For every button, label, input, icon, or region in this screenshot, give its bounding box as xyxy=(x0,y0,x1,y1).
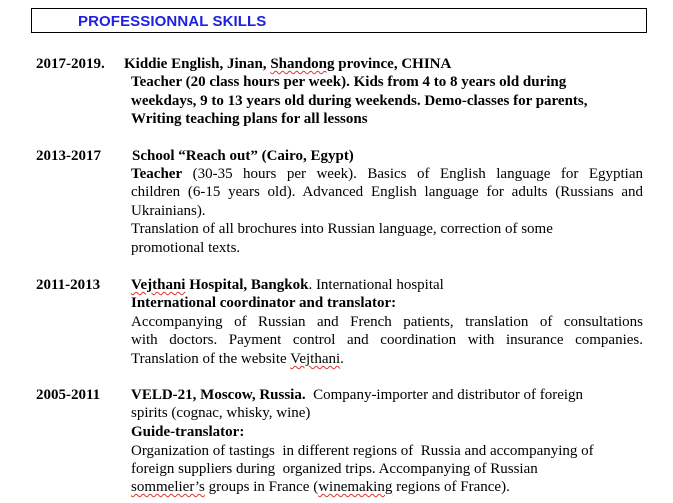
entry-2-line-4: promotional texts. xyxy=(131,240,241,256)
entry-4-line-4: sommelier’s groups in France (winemaking regions of France). xyxy=(131,479,510,495)
entry-3-role: International coordinator and translator: xyxy=(131,295,397,311)
entry-1-years: 2017-2019. xyxy=(36,56,105,72)
entry-4-role: Guide-translator: xyxy=(131,424,245,440)
entry-2-employer: School “Reach out” (Cairo, Egypt) xyxy=(132,148,354,164)
section-title: PROFESSIONNAL SKILLS xyxy=(78,13,267,30)
entry-2-line-3: Translation of all brochures into Russian language, correction of some xyxy=(131,221,553,237)
entry-3-line-2: with doctors. Payment control and coordination with insurance companies. xyxy=(131,332,643,348)
entry-3-line-1: Accompanying of Russian and French patients, translation of consultations xyxy=(131,314,643,330)
entry-4-line-3: foreign suppliers during organized trips. Accompanying of Russian xyxy=(131,461,538,477)
entry-2-years: 2013-2017 xyxy=(36,148,101,164)
entry-1-employer: Kiddie English, Jinan, Shandong province, CHINA xyxy=(124,56,452,72)
entry-3-line-3: Translation of the website Vejthani. xyxy=(131,351,344,367)
entry-1-line-2: weekdays, 9 to 13 years old during weekends. Demo-classes for parents, xyxy=(131,93,588,109)
entry-3-years: 2011-2013 xyxy=(36,277,101,293)
entry-2-line-1: children (6-15 years old). Advanced English language for adults (Russians and xyxy=(131,184,643,200)
entry-2-role-line: Teacher (30-35 hours per week). Basics of English language for Egyptian xyxy=(131,166,643,182)
entry-2-line-2: Ukrainians). xyxy=(131,203,206,219)
entry-1-line-1: Teacher (20 class hours per week). Kids from 4 to 8 years old during xyxy=(131,74,567,90)
entry-4-line-2: Organization of tastings in different regions of Russia and accompanying of xyxy=(131,443,594,459)
section-header-box xyxy=(31,8,647,33)
entry-4-line-1: spirits (cognac, whisky, wine) xyxy=(131,405,311,421)
entry-1-line-3: Writing teaching plans for all lessons xyxy=(131,111,368,127)
entry-3-employer: Vejthani Hospital, Bangkok. International hospital xyxy=(131,277,444,293)
entry-4-employer: VELD-21, Moscow, Russia. Company-importer and distributor of foreign xyxy=(131,387,584,403)
entry-4-years: 2005-2011 xyxy=(36,387,101,403)
